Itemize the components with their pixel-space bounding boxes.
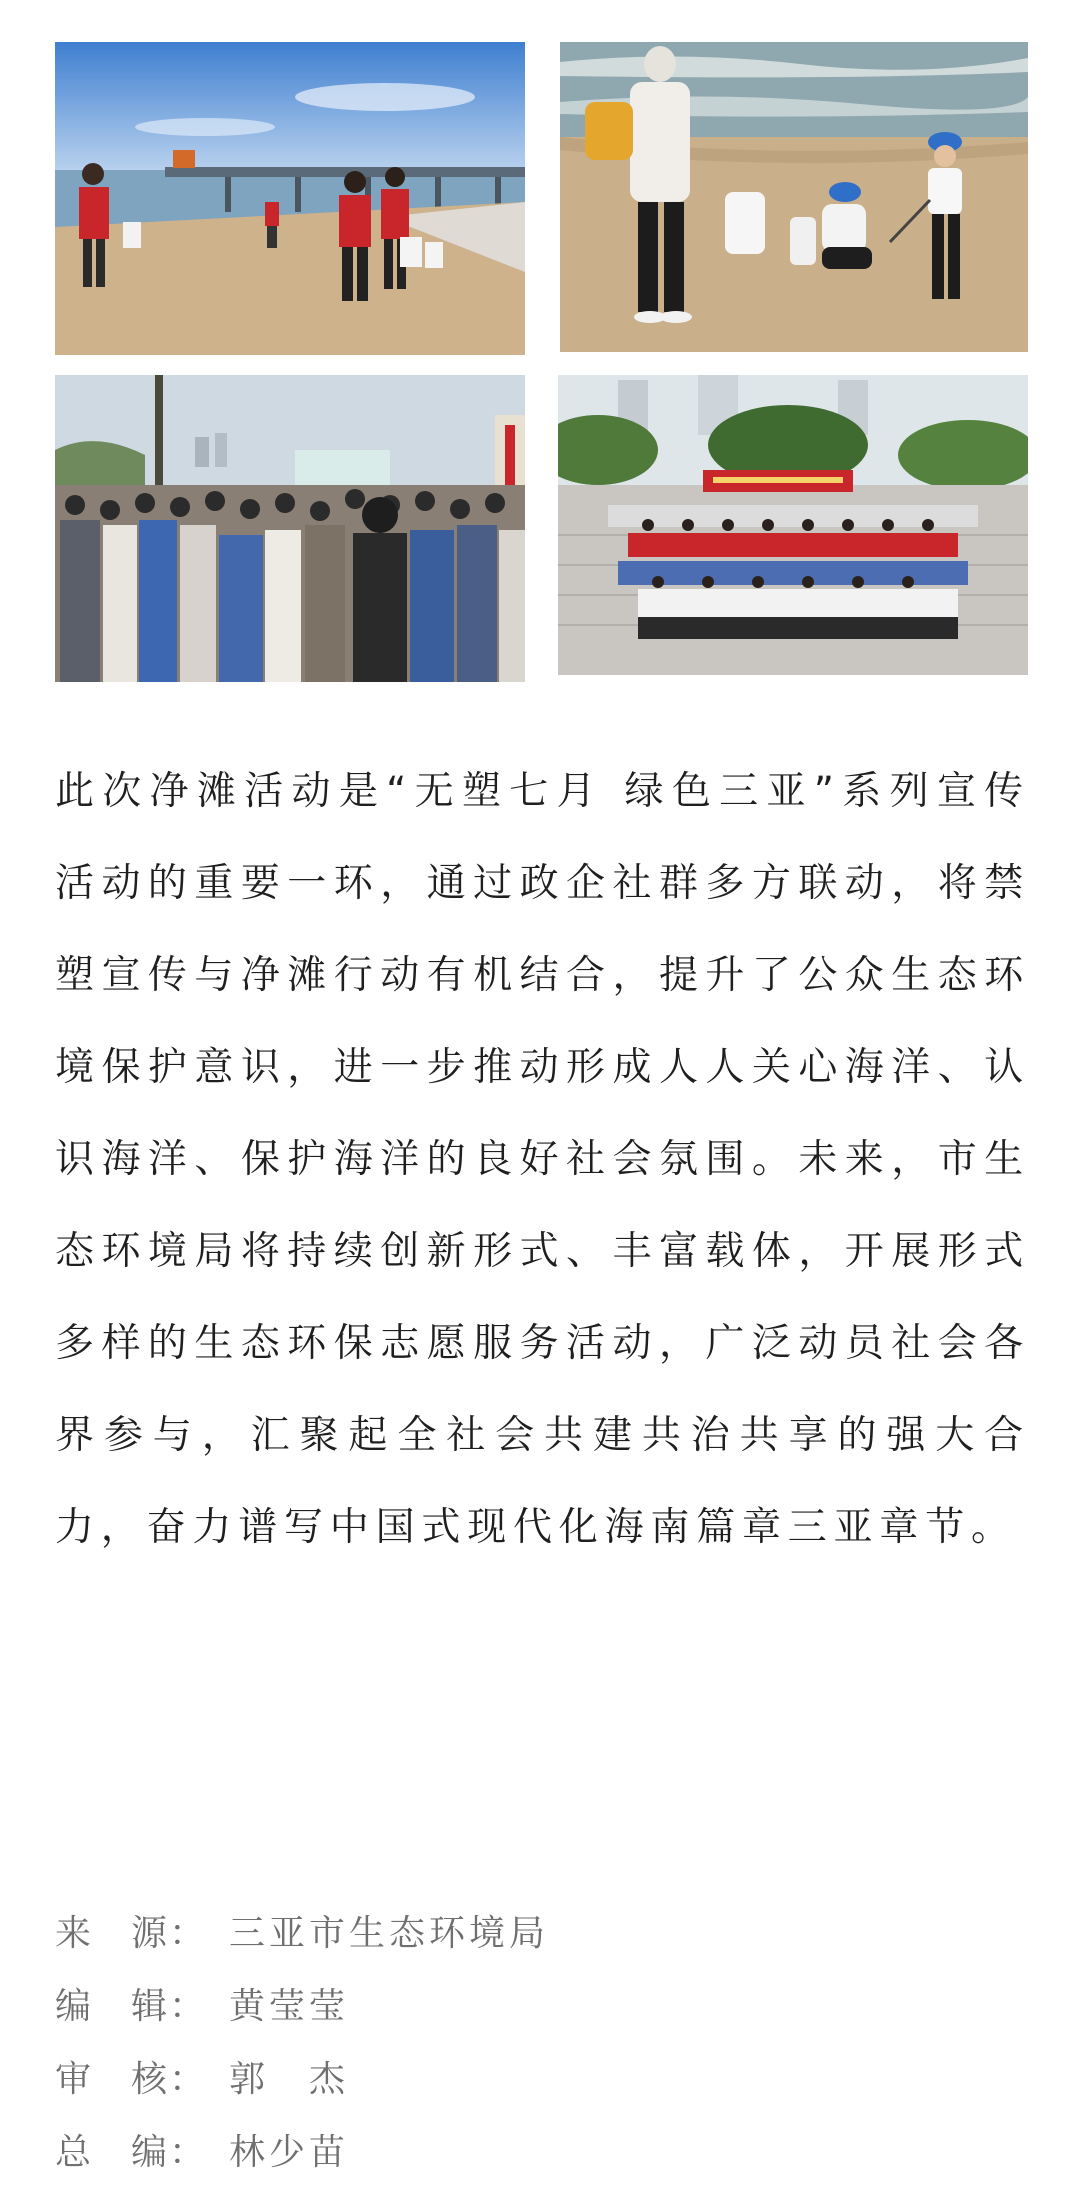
credit-editor <box>55 1970 549 2043</box>
credit-source-value: 三亚市生态环境局 <box>229 1913 550 1954</box>
article-body: 此次净滩活动是“无塑七月 绿色三亚”系列宣传活动的重要一环，通过政企社群多方联动，将禁塑宣传与净滩行动有机结合，提升了公众生态环境保护意识，进一步推动形成人人关心海洋、认识海洋、保护海洋的良好社会氛围。未来，市生态环境局将持续创新形式、丰富载体，开展形式多样的生态环保志愿服务活动，广泛动员社会各界参与，汇聚起全社会共建共治共享的强大合力，奋力谱写中国式现代化海南篇章三亚章节。 <box>55 769 1030 1550</box>
photo-beach-cleanup-pier <box>55 42 525 355</box>
credit-editor-value: 黄莹莹 <box>229 1986 350 2027</box>
credit-reviewer-label: 审 核： <box>55 2059 208 2100</box>
credit-source-label: 来 源： <box>55 1913 208 1954</box>
credit-chief-editor-value: 林少苗 <box>229 2132 350 2173</box>
credits <box>55 1897 549 2189</box>
credit-chief-editor <box>55 2116 549 2189</box>
credit-editor-label: 编 辑： <box>55 1986 208 2027</box>
credit-chief-editor-label: 总 编： <box>55 2132 208 2173</box>
credit-reviewer <box>55 2043 549 2116</box>
credit-reviewer-value: 郭 杰 <box>229 2059 350 2100</box>
credit-source <box>55 1897 549 1970</box>
photo-group-on-steps <box>558 375 1028 675</box>
photo-children-collecting-trash <box>560 42 1028 352</box>
photo-crowd-at-event-board <box>55 375 525 682</box>
